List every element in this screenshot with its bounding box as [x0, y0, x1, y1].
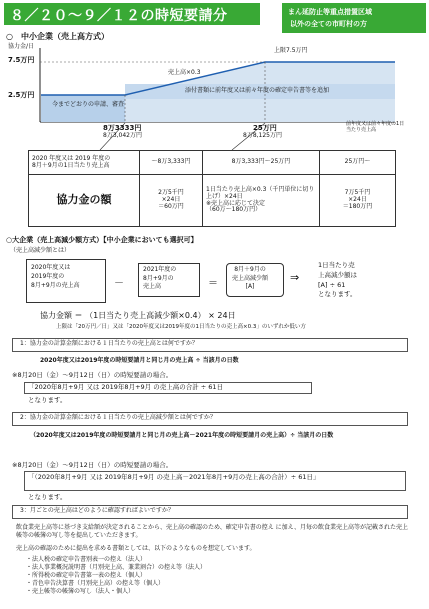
graph-x2-top: 25万円	[253, 124, 277, 132]
list-item: ・所得税の確定申告書第一表の控え（個人）	[26, 572, 147, 580]
table-cell-3: 7万5千円 ×24日 ＝180万円	[320, 175, 396, 227]
e1-box-text: 「2020年8月+9月 又は 2019年8月+9月 の売上高の合計 ÷ 61日	[28, 383, 224, 391]
table-cell-1: 2万5千円 ×24日 ＝60万円	[140, 175, 203, 227]
table-col-1: ～8万3,333円	[140, 151, 203, 175]
cell2-note: ※売上高に応じて決定	[206, 199, 266, 207]
table-header-left: 2020 年度又は 2019 年度の 8月＋9月の1日当たり売上高	[29, 151, 140, 175]
formula-note: 上限は「20万円／日」又は「2020年度又は2019年度の1日当たりの売上高×0.3」のいずれか低い方	[56, 324, 306, 330]
table-col-3: 25万円～	[320, 151, 396, 175]
graph-upper-limit: 上限7.5万円	[274, 47, 308, 54]
page-title: ８／２０～９／１２の時短要請分	[10, 8, 228, 24]
table-row-label: 協力金の額	[29, 175, 140, 227]
e2-title: ※8月20日（金）～9月12日（日）の時短要請の場合。	[12, 461, 173, 469]
region-line-2: 以外の全ての市町村の方	[290, 20, 367, 28]
section1-title: ○ 中小企業（売上高方式）	[6, 32, 109, 41]
graph-docs-note: 添付書類に前年度又は前々年度の確定申告書等を追加	[185, 87, 330, 94]
graph-flat-note: 今までどおりの申請、審査	[52, 101, 125, 108]
section2-title: ○大企業（売上高減少額方式）【中小企業においても選択可】	[6, 236, 198, 244]
table-cell-2	[203, 175, 320, 227]
e1-title: ※8月20日（金）～9月12日（日）の時短要請の場合。	[12, 371, 173, 379]
cell2-formula: 1日当たり売上高×0.3（千円単位に切り上げ）×24日	[206, 185, 315, 200]
graph-x-axis-label: 前年度又は前々年度の1日当たり売上高	[346, 121, 405, 133]
formula-box-2-text: 2021年度の 8月+9月の 売上高	[143, 266, 177, 291]
result-text: 1日当たり売 上高減少額は [A] ÷ 61 となります。	[318, 261, 357, 299]
subsidy-table	[28, 150, 396, 227]
region-line-1: まん延防止等重点措置区域	[288, 8, 372, 16]
formula-line: 協力金額 ＝ （1日当たり売上高減少額×0.4） × 24日	[40, 311, 236, 320]
list-item: ・青色申告決算書（月別売上高）の控え等（個人）	[26, 580, 165, 588]
table-col-2: 8万3,333円～25万円	[203, 151, 320, 175]
section2-sub: （売上高減少額とは）	[10, 247, 71, 254]
a2-text: （2020年度又は2019年度の時短要請月と同じ月の売上高－2021年度の時短要請月の売上高）÷ 当該月の日数	[30, 432, 334, 439]
formula-box-3-text: 8月＋9月の 売上高減少額 [A]	[232, 266, 269, 291]
graph-x2-bottom: 8万8,125万円	[243, 132, 282, 139]
equals-sign: ＝	[208, 278, 218, 289]
graph-x1-top: 8万3333円	[103, 124, 142, 132]
formula-box-1-text: 2020年度又は 2019年度の 8月+9月の売上高	[31, 264, 80, 289]
cell2-range: （60万～180万円）	[206, 206, 262, 214]
document-list	[26, 556, 206, 596]
q2-text: 2：協力金の計算金額における１日当たりの売上高減少額とは何ですか？	[20, 414, 216, 421]
a3-text: 飲食業売上高等に基づき支給額が決定されることから、売上高の確認のため、確定申告書の控え に加え、月毎の飲食業売上高等が記載された売上帳等の帳簿の写し等を提出していただきます。	[16, 524, 409, 540]
arrow-right-icon: ⇒	[290, 271, 300, 284]
e2-tail: となります。	[28, 493, 67, 501]
q3-text: 3：月ごとの売上高はどのように確認すればよいですか？	[20, 507, 174, 514]
list-item: ・法人事業概況説明書（月別売上高、兼業割合）の控え等（法人）	[26, 564, 207, 572]
list-item: ・売上帳等の帳簿の写し（法人・個人）	[26, 588, 135, 596]
minus-sign: －	[114, 278, 124, 289]
e1-tail: となります。	[28, 396, 67, 404]
graph-y-high: 7.5万円	[8, 56, 35, 64]
graph-y-label: 協力金/日	[8, 43, 35, 50]
list-item: ・法人税の確定申告書別表一の控え（法人）	[26, 556, 147, 563]
graph-sales-note: 売上高×0.3	[168, 69, 201, 76]
q1-text: 1：協力金の計算金額における１日当たりの売上高とは何ですか？	[20, 340, 198, 347]
graph-y-low: 2.5万円	[8, 91, 35, 99]
a1-text: 2020年度又は2019年度の時短要請月と同じ月の売上高 ÷ 当該月の日数	[40, 357, 239, 364]
e2-box-text: 「（2020年8月+9月 又は 2019年8月+9月 の売上高－2021年8月+9月の売上高の合計）÷ 61日」	[28, 473, 320, 481]
graph-x1-bottom: 8万3,042万円	[103, 132, 142, 139]
list-title: 売上高の確認のために提出を求める書類としては、以下のようなものを想定しています。	[16, 545, 256, 552]
